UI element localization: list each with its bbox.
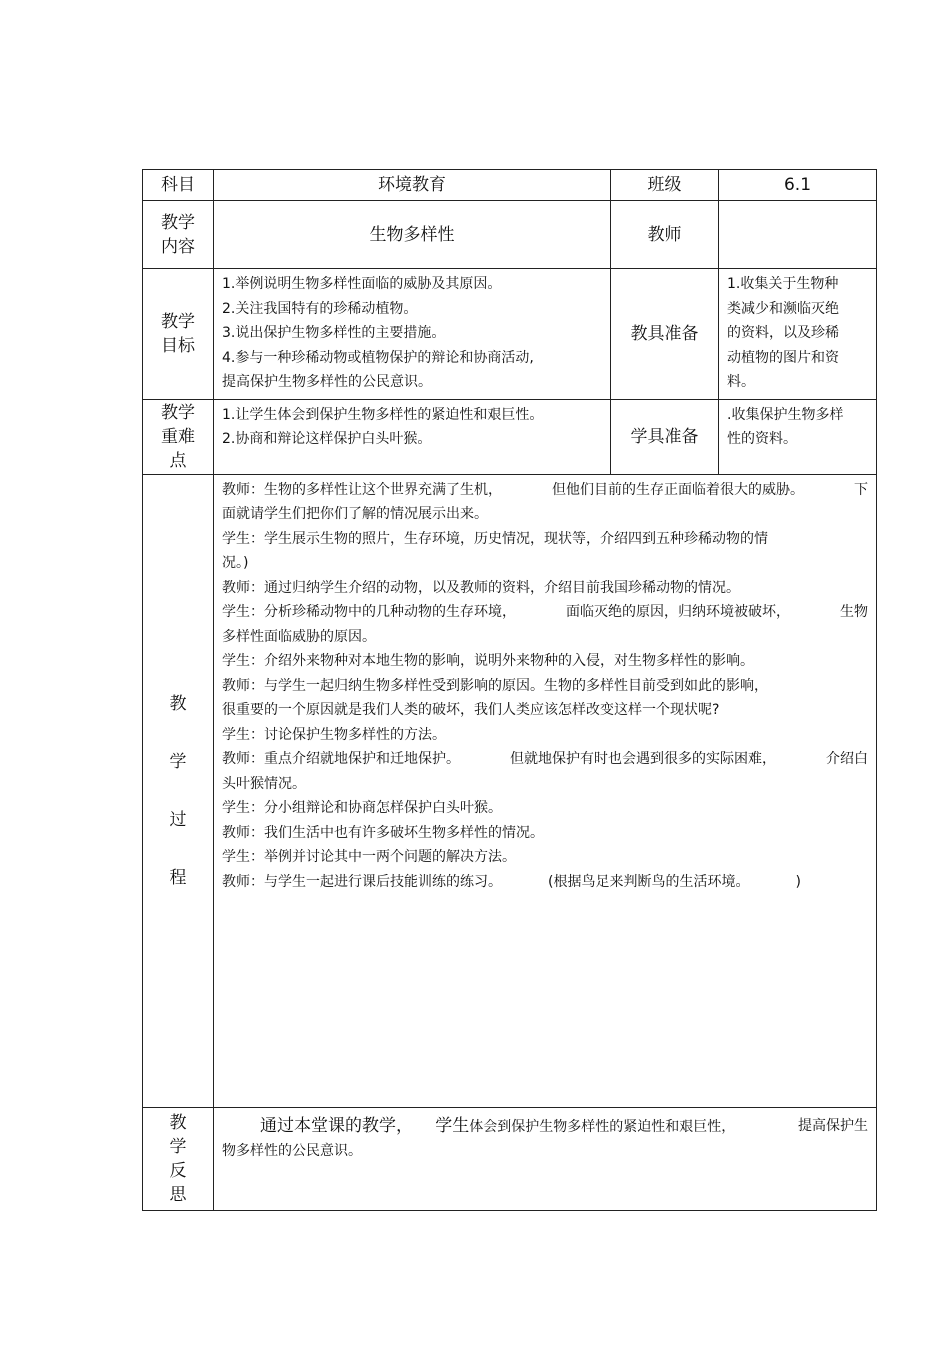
reflection-label-char: 反 [169,1160,187,1181]
process-line: 学生：学生展示生物的照片，生存环境，历史情况，现状等，介绍四到五种珍稀动物的情 [222,530,768,547]
process-line: 教师：通过归纳学生介绍的动物，以及教师的资料，介绍目前我国珍稀动物的情况。 [222,579,740,596]
student-tools-line: .收集保护生物多样 [727,406,844,423]
reflection-line2: 物多样性的公民意识。 [222,1142,362,1159]
keypoints-label-line1: 教学 [161,402,195,423]
process-line: 学生：分小组辩论和协商怎样保护白头叶猴。 [222,800,502,816]
process-label-char: 过 [169,809,187,830]
class-label: 班级 [611,170,719,201]
reflection-lead: 通过本堂课的教学， [260,1115,413,1136]
objectives-label-line2: 目标 [161,335,195,356]
process-label-char: 教 [169,693,187,714]
keypoint-item: 1.让学生体会到保护生物多样性的紧迫性和艰巨性。 [222,406,544,423]
process-line: 教师：我们生活中也有许多破坏生物多样性的情况。 [222,824,544,841]
tools-label: 教具准备 [611,269,719,400]
content-row [143,201,877,269]
keypoints-label-line3: 点 [169,450,187,471]
process-line: 学生：讨论保护生物多样性的方法。 [222,726,446,743]
process-body [214,474,877,1107]
tools-line: 1.收集关于生物种 [727,276,839,292]
content-value: 生物多样性 [214,201,611,269]
process-line [222,870,868,895]
keypoints-list [214,399,611,474]
objectives-label-line1: 教学 [161,311,195,332]
process-line: 学生：介绍外来物种对本地生物的影响，说明外来物种的入侵，对生物多样性的影响。 [222,653,754,669]
reflection-end: 提高保护生 [798,1117,868,1134]
class-value: 6.1 [719,170,877,201]
process-line [222,747,868,772]
reflection-label [143,1107,214,1210]
subject-label: 科目 [143,170,214,201]
reflection-rest: 体会到保护生物多样性的紧迫性和艰巨性， [469,1118,736,1135]
process-line-part: 但他们目前的生存正面临着很大的威胁。 [552,481,804,498]
teacher-label: 教师 [611,201,719,269]
keypoints-label-line2: 重难 [161,426,195,447]
objectives-label [143,269,214,400]
reflection-lead-group [260,1114,735,1139]
objective-item: 2.关注我国特有的珍稀动植物。 [222,300,418,317]
process-line-part: 教师：重点介绍就地保护和迁地保护。 [222,751,460,767]
student-tools-line: 性的资料。 [727,431,797,447]
process-line: 很重要的一个原因就是我们人类的破坏，我们人类应该怎样改变这样一个现状呢? [222,702,720,718]
process-line [222,600,868,625]
tools-value [719,269,877,400]
process-line: 况。) [222,555,249,571]
process-line [222,478,868,503]
reflection-label-char: 思 [169,1184,187,1205]
lesson-plan-table [142,169,877,1211]
reflection-label-char: 教 [169,1112,187,1133]
process-line-part: 生物 [840,604,868,620]
process-line: 头叶猴情况。 [222,775,306,792]
reflection-body [214,1107,877,1210]
objective-item: 4.参与一种珍稀动物或植物保护的辩论和协商活动, [222,349,534,366]
process-line: 面就请学生们把你们了解的情况展示出来。 [222,506,488,522]
header-row [143,170,877,201]
content-label-text: 教学内容 [161,212,195,257]
process-label-char: 学 [169,751,187,772]
tools-line: 动植物的图片和资 [727,349,839,366]
tools-line: 类减少和濒临灭绝 [727,300,839,317]
keypoints-row [143,399,877,474]
process-line-part: 教师：生物的多样性让这个世界充满了生机， [222,481,502,498]
subject-value: 环境教育 [214,170,611,201]
keypoints-label [143,399,214,474]
objectives-row [143,269,877,400]
process-label-char: 程 [169,867,187,888]
process-line: 多样性面临威胁的原因。 [222,628,376,645]
process-row [143,474,877,1107]
process-line: 学生：举例并讨论其中一两个问题的解决方法。 [222,849,516,865]
objective-item: 1.举例说明生物多样性面临的威胁及其原因。 [222,276,502,292]
process-line-part: 但就地保护有时也会遇到很多的实际困难， [510,751,776,767]
reflection-student: 学生 [435,1115,470,1136]
teacher-value [719,201,877,269]
content-label [143,201,214,269]
reflection-line1 [222,1114,868,1139]
objectives-list [214,269,611,400]
process-line-part: (根据鸟足来判断鸟的生活环境。 [548,873,750,890]
process-label [143,474,214,1107]
process-line: 教师：与学生一起归纳生物多样性受到影响的原因。生物的多样性目前受到如此的影响， [222,677,768,694]
objective-item: 3.说出保护生物多样性的主要措施。 [222,325,446,341]
process-line-part: 学生：分析珍稀动物中的几种动物的生存环境， [222,604,516,620]
tools-line: 的资料，以及珍稀 [727,325,839,341]
process-line-part: 介绍白 [826,751,868,767]
student-tools-value [719,399,877,474]
process-label-chars [143,675,213,907]
process-line-part: 下 [854,481,868,498]
process-line-part: ) [795,873,801,890]
reflection-label-char: 学 [169,1136,187,1157]
tools-line: 料。 [727,374,755,390]
keypoint-item: 2.协商和辩论这样保护白头叶猴。 [222,431,432,447]
objective-item: 提高保护生物多样性的公民意识。 [222,374,432,390]
student-tools-label: 学具准备 [611,399,719,474]
process-line-part: 教师：与学生一起进行课后技能训练的练习。 [222,873,502,890]
process-line-part: 面临灭绝的原因，归纳环境被破坏， [566,604,790,620]
reflection-row [143,1107,877,1210]
